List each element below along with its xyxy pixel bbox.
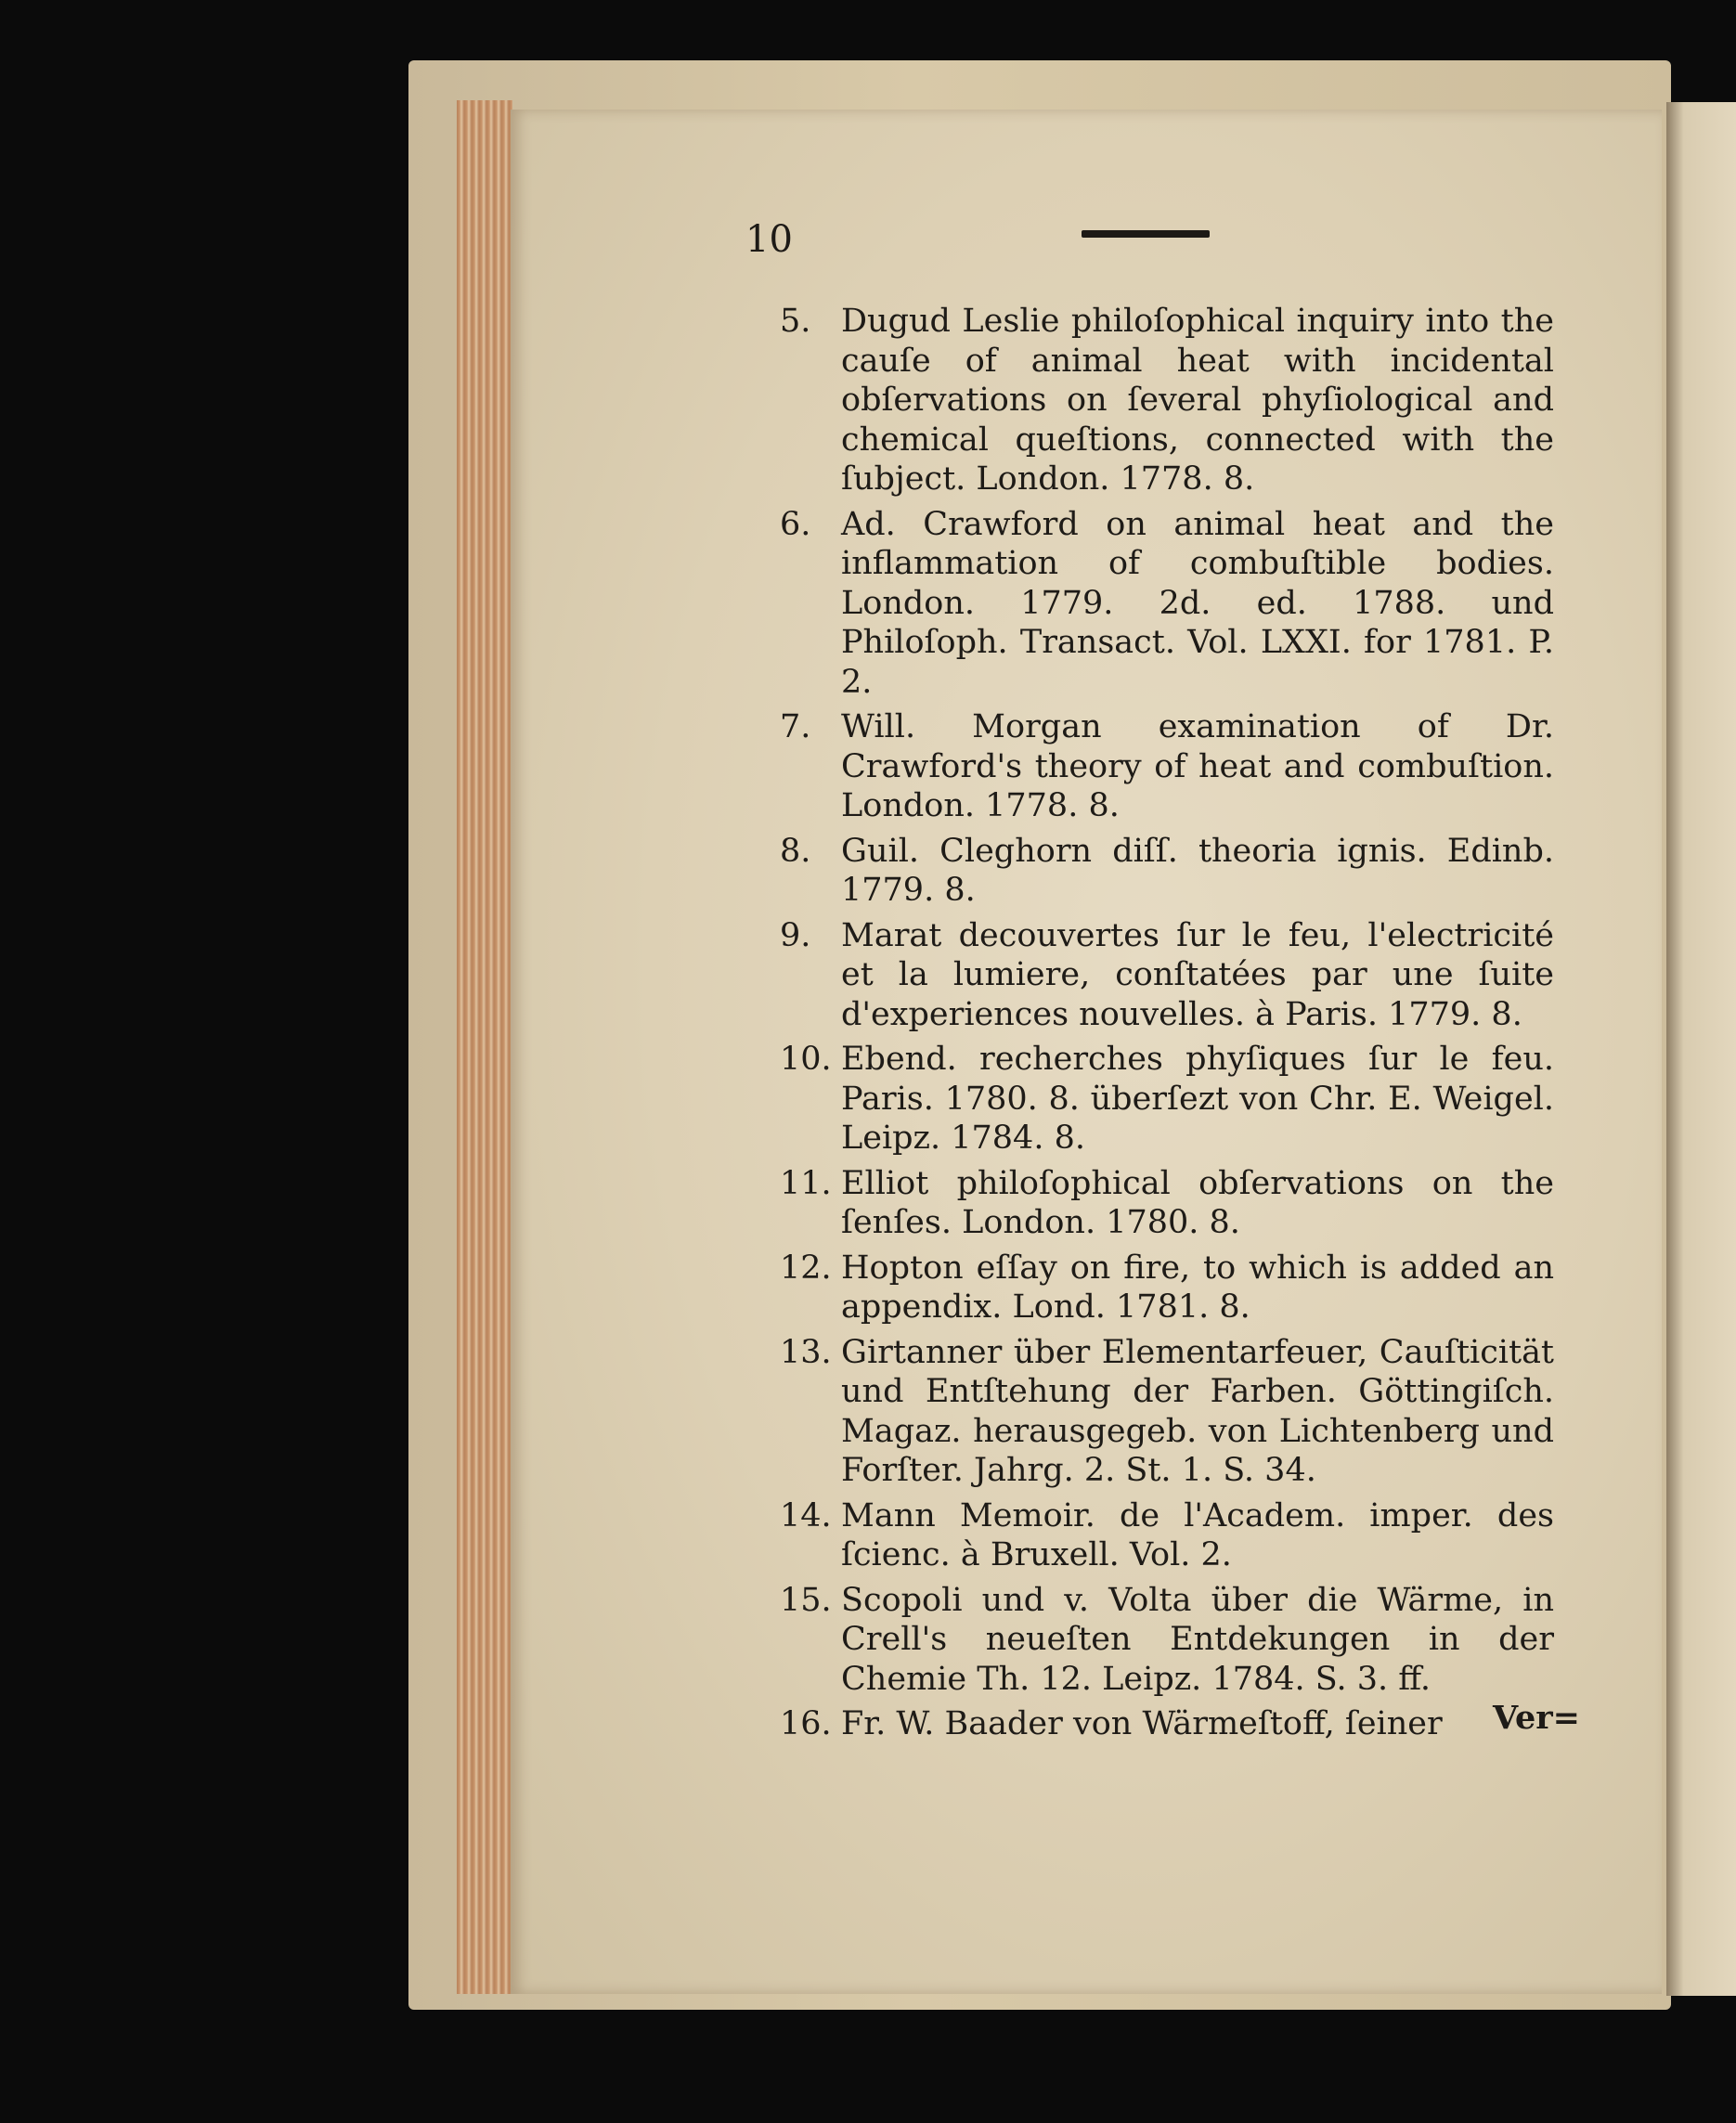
- list-item: [780, 1164, 1554, 1243]
- entry-text: Ad. Crawford on animal heat and the inflammation of combuſtible bodies. London. 1779. 2d. ed. 1788. und Philoſoph. Transact. Vol. LXXI. for 1781. P. 2.: [841, 505, 1554, 701]
- entry-number: 16.: [780, 1705, 832, 1742]
- list-item: [780, 1249, 1554, 1327]
- entry-text: Elliot philoſophical obſervations on the ſenſes. London. 1780. 8.: [841, 1164, 1554, 1241]
- bibliography-list: [780, 302, 1554, 1750]
- entry-number: 6.: [780, 505, 811, 543]
- page-number: 10: [745, 218, 793, 261]
- entry-number: 11.: [780, 1164, 832, 1202]
- entry-number: 12.: [780, 1249, 832, 1287]
- list-item: [780, 1040, 1554, 1159]
- list-item: [780, 505, 1554, 703]
- entry-text: Scopoli und v. Volta über die Wärme, in Crell's neueſten Entdekungen in der Chemie Th. 12. Leipz. 1784. S. 3. ff.: [841, 1581, 1554, 1698]
- entry-text: Dugud Leslie philoſophical inquiry into the cauſe of animal heat with incidental obſervations on ſeveral phyſiological and chemical queſtions, connected with the ſubject. London. 1778. 8.: [841, 303, 1554, 498]
- entry-text: Hopton eſſay on fire, to which is added an appendix. Lond. 1781. 8.: [841, 1249, 1554, 1326]
- entry-number: 13.: [780, 1333, 832, 1371]
- list-item: [780, 1581, 1554, 1700]
- entry-number: 10.: [780, 1041, 832, 1078]
- header-rule: [1082, 230, 1210, 238]
- entry-number: 7.: [780, 708, 811, 745]
- list-item: [780, 707, 1554, 826]
- entry-text: Will. Morgan examination of Dr. Crawford's theory of heat and combuſtion. London. 1778. 8.: [841, 708, 1554, 824]
- entry-text: Marat decouvertes ſur le feu, l'electricité et la lumiere, conſtatées par une ſuite d'experiences nouvelles. à Paris. 1779. 8.: [841, 916, 1554, 1033]
- entry-text: Fr. W. Baader von Wärmeſtoff, ſeiner: [841, 1705, 1443, 1742]
- entry-number: 15.: [780, 1581, 832, 1619]
- list-item: [780, 302, 1554, 499]
- entry-number: 9.: [780, 916, 811, 954]
- list-item: [780, 916, 1554, 1035]
- list-item: [780, 1333, 1554, 1491]
- entry-text: Girtanner über Elementarfeuer, Cauſticität und Entſtehung der Farben. Göttingiſch. Magaz. herausgegeb. von Lichtenberg und Forſter. Jahrg. 2. St. 1. S. 34.: [841, 1333, 1554, 1489]
- entry-text: Mann Memoir. de l'Academ. imper. des ſcienc. à Bruxell. Vol. 2.: [841, 1496, 1554, 1573]
- entry-number: 5.: [780, 303, 811, 340]
- list-item: [780, 1496, 1554, 1575]
- facing-page-edge: [1666, 102, 1736, 1996]
- entry-text: Guil. Cleghorn diſſ. theoria ignis. Edinb. 1779. 8.: [841, 832, 1554, 909]
- entry-number: 14.: [780, 1496, 832, 1534]
- page-edges: [457, 100, 512, 1994]
- list-item: [780, 1704, 1554, 1744]
- catchword: Ver=: [1493, 1699, 1580, 1737]
- list-item: [780, 832, 1554, 911]
- entry-number: 8.: [780, 832, 811, 870]
- entry-text: Ebend. recherches phyſiques ſur le feu. Paris. 1780. 8. überſezt von Chr. E. Weigel. Leipz. 1784. 8.: [841, 1041, 1554, 1157]
